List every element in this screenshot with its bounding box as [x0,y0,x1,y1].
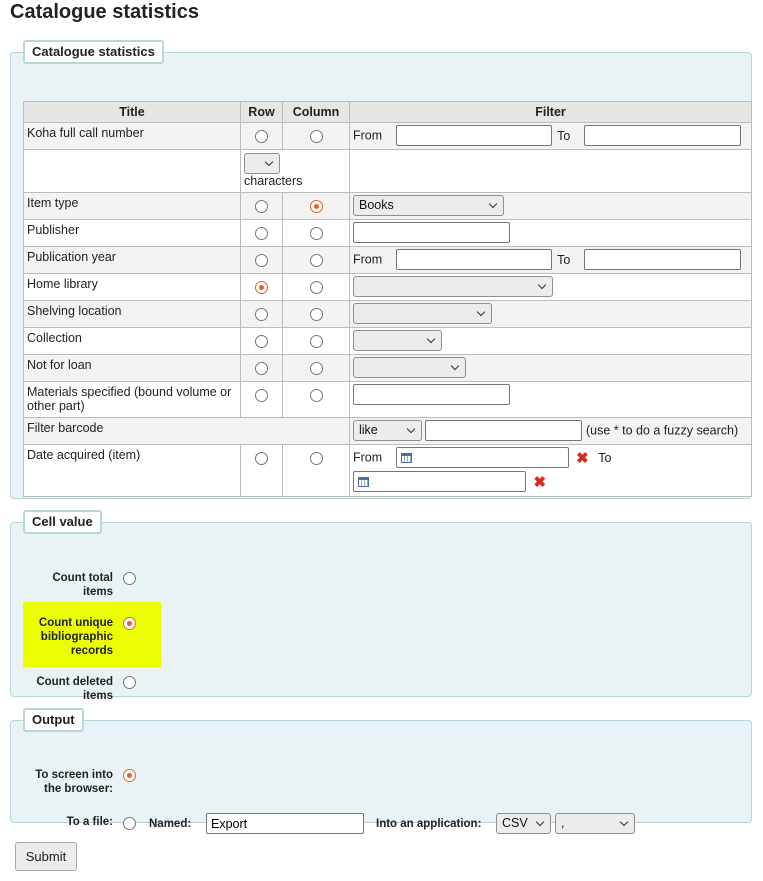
header-title: Title [24,102,241,123]
header-column: Column [283,102,350,123]
to-file-radio[interactable] [123,817,136,830]
date-acquired-from-input[interactable] [396,447,569,468]
home-library-select[interactable] [353,276,553,297]
row-radio-publisher[interactable] [255,227,268,240]
barcode-input[interactable] [425,420,582,441]
output-fieldset [10,708,752,830]
row-radio-call-number[interactable] [255,130,268,143]
count-total-label: Count total items [52,572,113,598]
date-acquired-to-input[interactable] [353,471,526,492]
column-radio-publisher[interactable] [310,227,323,240]
barcode-match-select[interactable]: like [353,420,422,441]
row-label-item-type: Item type [24,193,241,220]
chevron-down-icon [477,308,485,316]
row-label-publisher: Publisher [24,220,241,247]
from-label: From [353,252,383,267]
publication-year-to-input[interactable] [584,249,741,270]
publication-year-from-input[interactable] [396,249,552,270]
table-row [24,418,752,445]
to-screen-radio[interactable] [123,769,136,782]
into-application-label: Into an application: [376,818,482,830]
publisher-input[interactable] [353,222,510,243]
row-radio-publication-year[interactable] [255,254,268,267]
column-radio-publication-year[interactable] [310,254,323,267]
materials-specified-input[interactable] [353,384,510,405]
chevron-down-icon [427,335,435,343]
cell-value-legend: Cell value [23,510,102,534]
chevron-down-icon [620,818,628,826]
to-label: To [557,252,571,267]
count-deleted-radio[interactable] [123,676,136,689]
table-row [24,123,752,150]
table-row [24,382,752,418]
count-unique-label: Count unique bibliographic records [38,617,113,657]
call-number-to-input[interactable] [584,125,741,146]
chevron-down-icon [407,425,415,433]
catalogue-statistics-fieldset [10,40,752,499]
table-row [24,247,752,274]
table-row [24,220,752,247]
row-radio-shelving-location[interactable] [255,308,268,321]
table-row [24,328,752,355]
chevron-down-icon [536,818,544,826]
to-label: To [557,128,571,143]
item-type-select[interactable]: Books [353,195,504,216]
count-unique-option [11,615,161,659]
catalogue-statistics-legend: Catalogue statistics [23,40,164,64]
chevron-down-icon [538,281,546,289]
not-for-loan-select[interactable] [353,357,466,378]
table-row [24,355,752,382]
characters-label: characters [244,174,303,188]
row-label-materials-specified: Materials specified (bound volume or other part) [24,382,241,418]
row-radio-item-type[interactable] [255,200,268,213]
table-row [24,445,752,497]
row-radio-collection[interactable] [255,335,268,348]
row-radio-date-acquired[interactable] [255,452,268,465]
row-label-call-number: Koha full call number [24,123,241,150]
clear-icon[interactable]: ✖ [533,473,547,491]
column-radio-materials-specified[interactable] [310,389,323,402]
from-label: From [353,128,383,143]
row-label-filter-barcode: Filter barcode [24,418,350,445]
barcode-hint: (use * to do a fuzzy search) [585,423,739,438]
column-radio-not-for-loan[interactable] [310,362,323,375]
count-deleted-option [11,674,161,704]
export-format-select[interactable]: CSV [496,813,551,834]
table-row [24,274,752,301]
table-header-row [24,102,752,123]
collection-select[interactable] [353,330,442,351]
call-number-length-select[interactable] [244,153,280,174]
row-label-shelving-location: Shelving location [24,301,241,328]
row-label-date-acquired: Date acquired (item) [24,445,241,497]
column-radio-item-type[interactable] [310,200,323,213]
page-title: Catalogue statistics [10,1,199,23]
statistics-table [23,101,752,497]
column-radio-date-acquired[interactable] [310,452,323,465]
calendar-icon[interactable] [358,477,369,487]
row-label-publication-year: Publication year [24,247,241,274]
named-label: Named: [149,818,192,830]
to-file-label: To a file: [66,816,113,828]
row-label-collection: Collection [24,328,241,355]
row-label-not-for-loan: Not for loan [24,355,241,382]
calendar-icon[interactable] [401,453,412,463]
row-radio-not-for-loan[interactable] [255,362,268,375]
count-total-radio[interactable] [123,572,136,585]
table-row [24,150,752,193]
header-row: Row [241,102,283,123]
column-radio-home-library[interactable] [310,281,323,294]
chevron-down-icon [451,362,459,370]
header-filter: Filter [350,102,752,123]
chevron-down-icon [265,158,273,166]
shelving-location-select[interactable] [353,303,492,324]
export-name-input[interactable] [206,813,364,834]
table-row [24,193,752,220]
chevron-down-icon [489,200,497,208]
submit-button[interactable]: Submit [15,842,77,871]
column-radio-collection[interactable] [310,335,323,348]
column-radio-shelving-location[interactable] [310,308,323,321]
count-total-option [11,570,161,600]
table-row [24,301,752,328]
column-radio-call-number[interactable] [310,130,323,143]
to-label: To [598,450,612,465]
from-label: From [353,450,383,465]
row-label-home-library: Home library [24,274,241,301]
to-screen-label: To screen into the browser: [35,769,113,795]
row-radio-home-library[interactable] [255,281,268,294]
cell-value-fieldset [10,510,752,702]
separator-select[interactable]: , [555,813,635,834]
count-unique-radio[interactable] [123,617,136,630]
row-radio-materials-specified[interactable] [255,389,268,402]
count-deleted-label: Count deleted items [36,676,113,702]
call-number-from-input[interactable] [396,125,552,146]
output-legend: Output [23,708,84,732]
clear-icon[interactable]: ✖ [576,449,589,467]
